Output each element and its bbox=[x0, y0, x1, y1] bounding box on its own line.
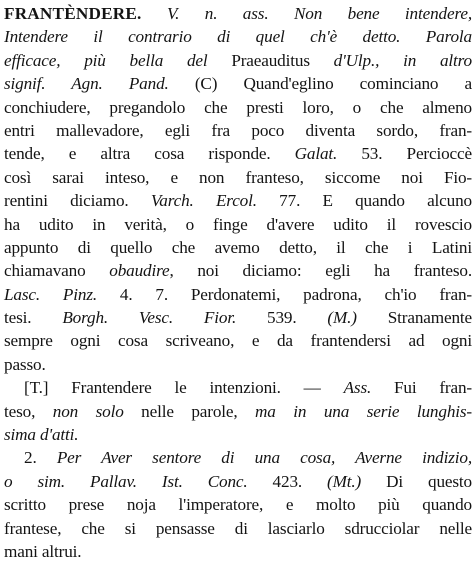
entry-text: Borgh. Vesc. Fior. bbox=[62, 308, 237, 328]
entry-text: 539. bbox=[236, 308, 328, 328]
entry-text: Varch. Ercol. bbox=[150, 191, 257, 211]
entry-text: passo. bbox=[4, 354, 46, 374]
entry-line bbox=[4, 25, 472, 48]
entry-text: conchiudere, pregandolo che presti loro, o che almeno bbox=[4, 97, 472, 117]
entry-text: 423. bbox=[247, 471, 328, 491]
entry-line bbox=[4, 493, 472, 516]
entry-line bbox=[4, 400, 472, 423]
entry-text: frantese, che si pensasse di lasciarlo sdrucciolar nelle bbox=[4, 518, 472, 538]
entry-line bbox=[4, 517, 472, 540]
entry-text: tesi. bbox=[4, 308, 63, 328]
entry-text: ma in una serie lunghis- bbox=[255, 401, 472, 421]
entry-line bbox=[4, 49, 472, 72]
entry-text: signif. Agn. Pand. bbox=[4, 74, 169, 94]
entry-text: (Mt.) bbox=[327, 471, 362, 491]
entry-text: Ass. bbox=[343, 378, 372, 398]
entry-text: 4. 7. Perdonatemi, padrona, ch'io fran- bbox=[97, 284, 472, 304]
entry-text: Stranamente bbox=[356, 308, 472, 328]
entry-line bbox=[4, 189, 472, 212]
entry-text: non solo bbox=[52, 401, 124, 421]
entry-text: Intendere il contrario di quel ch'è detto. Parola bbox=[4, 27, 472, 47]
entry-line bbox=[4, 259, 472, 282]
entry-text: efficace, più bella del bbox=[4, 50, 232, 70]
entry-line bbox=[4, 329, 472, 352]
entry-text: Galat. bbox=[294, 144, 338, 164]
entry-text: Fui fran- bbox=[371, 378, 472, 398]
entry-line bbox=[4, 353, 472, 376]
entry-text: chiamavano bbox=[4, 261, 110, 281]
headword: FRANTÈNDERE. bbox=[4, 4, 142, 23]
entry-text: [T.] Frantendere le intenzioni. — bbox=[24, 378, 344, 398]
entry-line bbox=[4, 423, 472, 446]
entry-text: teso, bbox=[4, 401, 53, 421]
entry-line bbox=[4, 306, 472, 329]
entry-text: Per Aver sentore di una cosa, Averne indizio, bbox=[56, 448, 472, 468]
entry-text: 2. bbox=[24, 448, 57, 468]
entry-line bbox=[4, 72, 472, 95]
entry-text: rentini diciamo. bbox=[4, 191, 151, 211]
entry-text: scritto prese noja l'imperatore, e molto più quando bbox=[4, 495, 472, 515]
entry-text: tende, e altra cosa risponde. bbox=[4, 144, 295, 164]
dictionary-entry bbox=[4, 2, 472, 563]
entry-text: o sim. Pallav. Ist. Conc. bbox=[4, 471, 248, 491]
entry-text: (C) Quand'eglino cominciano a bbox=[168, 74, 472, 94]
entry-line bbox=[4, 446, 472, 469]
entry-text: appunto di quello che avemo detto, il che i Latini bbox=[4, 237, 472, 257]
entry-line bbox=[4, 236, 472, 259]
entry-line bbox=[4, 166, 472, 189]
entry-line bbox=[4, 470, 472, 493]
entry-text: Lasc. Pinz. bbox=[4, 284, 98, 304]
entry-text: Di questo bbox=[361, 471, 472, 491]
entry-line bbox=[4, 142, 472, 165]
entry-text: così sarai inteso, e non franteso, siccome noi Fio- bbox=[4, 167, 472, 187]
entry-line bbox=[4, 2, 472, 25]
entry-line bbox=[4, 213, 472, 236]
entry-line bbox=[4, 283, 472, 306]
entry-text: (M.) bbox=[327, 308, 357, 328]
entry-text: V. n. ass. Non bene intendere, bbox=[141, 4, 472, 23]
entry-text: mani altrui. bbox=[4, 541, 82, 561]
entry-text: sima d'atti. bbox=[4, 425, 79, 445]
entry-text: obaudire bbox=[109, 261, 170, 281]
entry-line bbox=[4, 540, 472, 563]
entry-text: 77. E quando alcuno bbox=[256, 191, 472, 211]
entry-text: nelle parole, bbox=[123, 401, 256, 421]
entry-text: d'Ulp., in altro bbox=[333, 50, 472, 70]
entry-text: ha udito in verità, o finge d'avere udito il rovescio bbox=[4, 214, 472, 234]
entry-text: , noi diciamo: egli ha franteso. bbox=[169, 261, 473, 281]
entry-text: sempre ogni cosa scriveano, e da frantendersi ad ogni bbox=[4, 331, 472, 351]
entry-line bbox=[4, 376, 472, 399]
entry-line bbox=[4, 96, 472, 119]
entry-text: Praeauditus bbox=[231, 50, 334, 70]
entry-text: entri mallevadore, egli fra poco diventa sordo, fran- bbox=[4, 120, 472, 140]
entry-text: 53. Percioccè bbox=[337, 144, 472, 164]
entry-line bbox=[4, 119, 472, 142]
